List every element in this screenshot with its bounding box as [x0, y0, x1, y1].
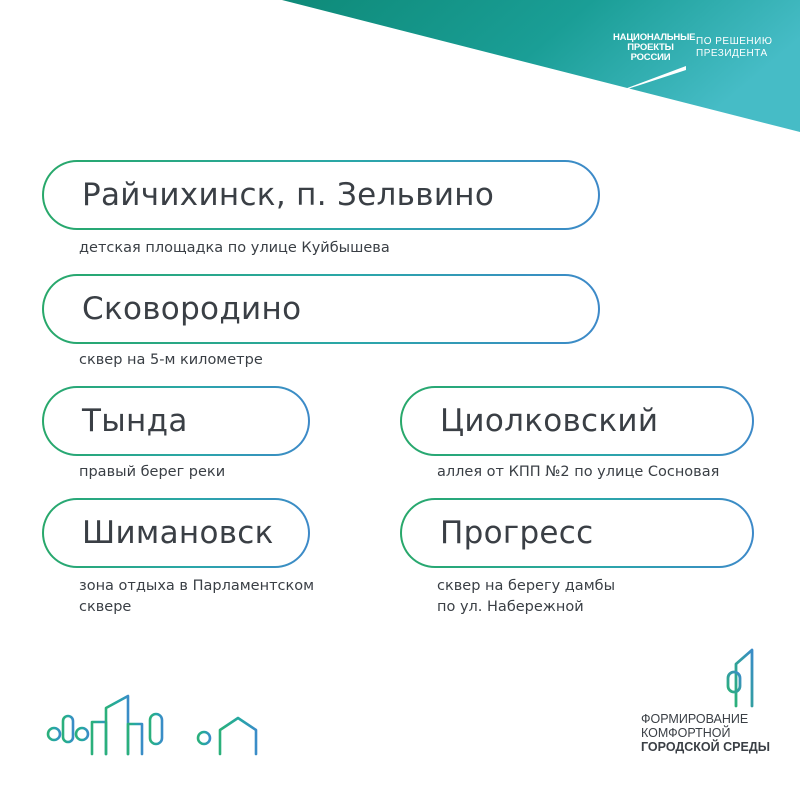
fks-line-2: КОМФОРТНОЙ	[641, 726, 731, 740]
location-pill-tynda	[42, 386, 310, 456]
location-pill-progress	[400, 498, 754, 568]
location-pill-shimanovsk	[42, 498, 310, 568]
urban-environment-logo-icon	[718, 646, 758, 708]
location-caption	[437, 462, 719, 483]
location-caption	[437, 576, 615, 618]
urban-environment-logo-text	[641, 712, 770, 754]
location-caption	[79, 350, 263, 371]
caption-line: детская площадка по улице Куйбышева	[79, 240, 390, 256]
caption-line: зона отдыха в Парламентском	[79, 578, 315, 594]
caption-line: сквер на 5-м километре	[79, 352, 263, 368]
np-line-1: НАЦИОНАЛЬНЫЕ	[613, 32, 696, 43]
caption-line: правый берег реки	[79, 464, 226, 480]
location-pill-raichikhinsk	[42, 160, 600, 230]
president-line-1: ПО РЕШЕНИЮ	[696, 36, 773, 47]
fks-line-1: ФОРМИРОВАНИЕ	[641, 712, 749, 726]
location-caption	[79, 462, 225, 483]
president-line-2: ПРЕЗИДЕНТА	[696, 48, 768, 59]
caption-line: аллея от КПП №2 по улице Сосновая	[437, 464, 720, 480]
fks-line-3: ГОРОДСКОЙ СРЕДЫ	[641, 740, 770, 754]
location-title: Циолковский	[440, 403, 659, 439]
location-title: Прогресс	[440, 515, 594, 551]
caption-line: сквере	[79, 599, 132, 615]
location-title: Райчихинск, п. Зельвино	[82, 177, 495, 213]
location-title: Сковородино	[82, 291, 302, 327]
location-caption	[79, 238, 390, 259]
president-label	[696, 36, 772, 60]
header-banner	[0, 0, 800, 140]
cityscape-illustration	[44, 686, 266, 756]
location-pill-skovorodino	[42, 274, 600, 344]
np-line-3: РОССИИ	[630, 52, 671, 63]
location-caption	[79, 576, 314, 618]
np-line-2: ПРОЕКТЫ	[627, 42, 674, 53]
location-title: Тында	[82, 403, 188, 439]
caption-line: по ул. Набережной	[437, 599, 584, 615]
location-title: Шимановск	[82, 515, 274, 551]
caption-line: сквер на берегу дамбы	[437, 578, 616, 594]
location-pill-tsiolkovsky	[400, 386, 754, 456]
national-projects-logo	[613, 32, 696, 63]
